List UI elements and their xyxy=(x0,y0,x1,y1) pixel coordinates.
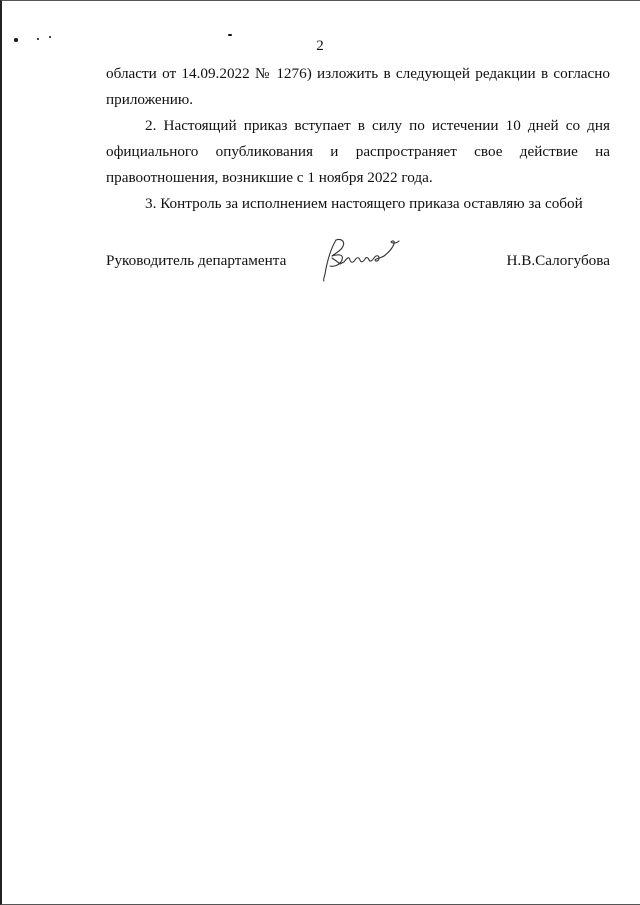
signatory-title: Руководитель департамента xyxy=(106,252,287,269)
handwritten-signature xyxy=(322,236,400,282)
page-number: 2 xyxy=(316,38,324,54)
signature-block xyxy=(106,250,610,290)
item-3-line: 3. Контроль за исполнением настоящего приказа оставляю за собой xyxy=(145,195,583,212)
item-2-line: официального опубликования и распространяет свое действие на xyxy=(106,143,610,160)
item-2-line: правоотношения, возникшие с 1 ноября 2022 года. xyxy=(106,169,433,186)
signatory-name: Н.В.Салогубова xyxy=(506,252,610,269)
item-2-line: 2. Настоящий приказ вступает в силу по истечении 10 дней со дня xyxy=(145,117,610,134)
scan-speck xyxy=(228,34,232,36)
paragraph-line: приложению. xyxy=(106,91,194,108)
paragraph-line: области от 14.09.2022 № 1276) изложить в следующей редакции в согласно xyxy=(106,65,610,82)
